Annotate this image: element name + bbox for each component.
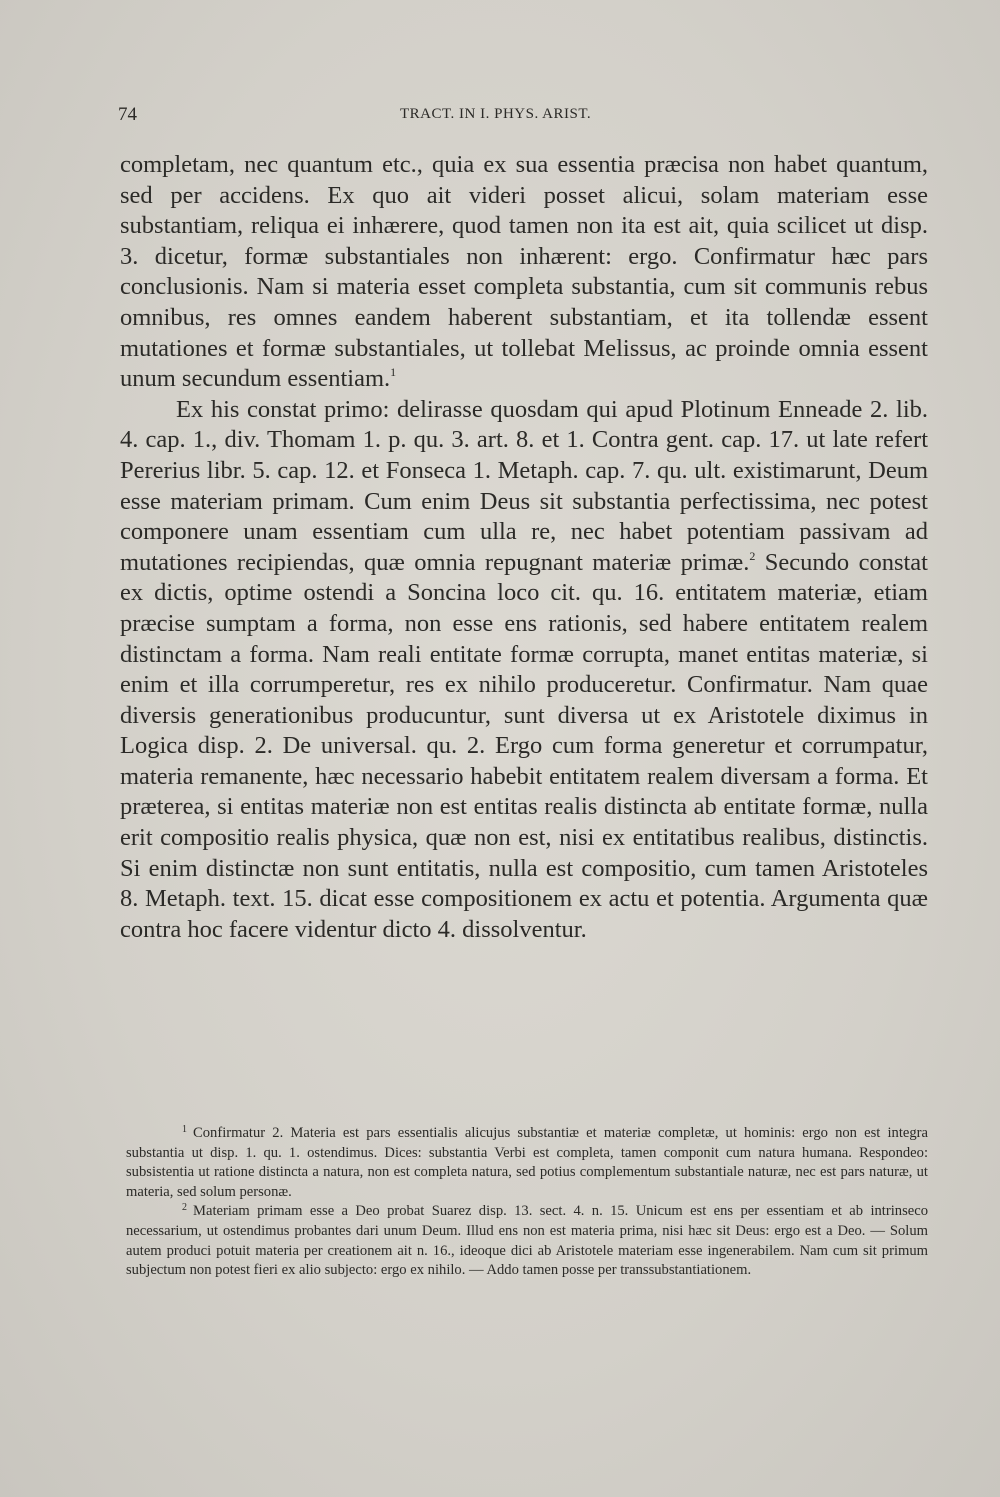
main-text [120,150,928,945]
paragraph-1-text: completam, nec quantum etc., quia ex sua essentia præcisa non habet quantum, sed per accidens. Ex quo ait videri posset alicui, solam materiam esse substantiam, reliqua ei inhærere, quod tamen non ita est ait, quia scilicet ut disp. 3. dicetur, formæ substantiales non inhærent: ergo. Confirmatur hæc pars conclusionis. Nam si materia esset completa substantia, cum sit communis rebus omnibus, res omnes eandem haberent substantiam, et ita tollendæ essent mutationes et formæ substantiales, ut tollebat Melissus, ac proinde omnia essent unum secundum essentiam. [120,151,928,393]
footnote-ref-1: 1 [390,365,397,380]
paragraph-1 [120,150,928,395]
footnote-1-mark: 1 [182,1124,187,1135]
paragraph-2 [120,395,928,946]
footnote-ref-2: 2 [749,548,756,563]
paragraph-2-text-a: Ex his constat primo: delirasse quosdam qui apud Plotinum Enneade 2. lib. 4. cap. 1., div. Thomam 1. p. qu. 3. art. 8. et 1. Contra gent. cap. 17. ut late refert Pererius libr. 5. cap. 12. et Fonseca 1. Metaph. cap. 7. qu. ult. existimarunt, Deum esse materiam primam. Cum enim Deus sit substantia perfectissima, nec potest componere unam essentiam cum ulla re, nec habet potentiam passivam ad mutationes recipiendas, quæ omnia repugnant materiæ primæ. [120,395,928,576]
footnotes [126,1124,928,1281]
page-header [118,104,928,130]
paragraph-2-text-b: Secundo constat ex dictis, optime ostendi a Soncina loco cit. qu. 16. entitatem materiæ, etiam præcise sumptam a forma, non esse ens rationis, sed habere entitatem realem distinctam a forma. Nam reali entitate formæ corrupta, manet entitas materiæ, si enim et illa corrumperetur, res ex nihilo produceretur. Confirmatur. Nam quae diversis generationibus producuntur, sunt diversa ut ex Aristotele diximus in Logica disp. 2. De universal. qu. 2. Ergo cum forma generetur et corrumpatur, materia remanente, hæc necessario habebit entitatem realem diversam a forma. Et præterea, si entitas materiæ non est entitas realis distincta ab entitate formæ, nulla erit compositio realis physica, quæ non est, nisi ex entitatibus realibus, distinctis. Si enim distinctæ non sunt entitatis, nulla est compositio, cum tamen Aristoteles 8. Metaph. text. 15. dicat esse compositionem ex actu et potentia. Argumenta quæ contra hoc facere videntur dicto 4. dissolventur. [120,548,928,943]
footnote-1-text: Confirmatur 2. Materia est pars essentialis alicujus substantiæ et materiæ completæ, ut hominis: ergo non est integra substantia ut disp. 1. qu. 1. ostendimus. Dices: substantia Verbi est completa, tamen componit cum natura humana. Respondeo: subsistentia ut ratione distincta a natura, non est completa natura, sed potius complementum substantiale naturæ, nec est pars naturæ, ut materia, sed solum personæ. [126,1125,928,1200]
page-number: 74 [118,104,137,125]
footnote-2-mark: 2 [182,1202,187,1214]
running-head: TRACT. IN I. PHYS. ARIST. [400,106,592,122]
footnote-1 [126,1124,928,1202]
footnote-2 [126,1202,928,1280]
footnote-2-text: Materiam primam esse a Deo probat Suarez disp. 13. sect. 4. n. 15. Unicum est ens per essentiam et ab intrinseco necessarium, ut ostendimus probantes dari unum Deum. Illud ens non est materia prima, nisi hæc sit Deus: ergo est a Deo. — Solum autem produci potuit materia per creationem ait n. 16., ideoque dici ab Aristotele materiam esse ingenerabilem. Nam cum sit primum subjectum non potest fieri ex alio subjecto: ergo ex nihilo. — Addo tamen posse per transsubstantiationem. [126,1203,928,1279]
